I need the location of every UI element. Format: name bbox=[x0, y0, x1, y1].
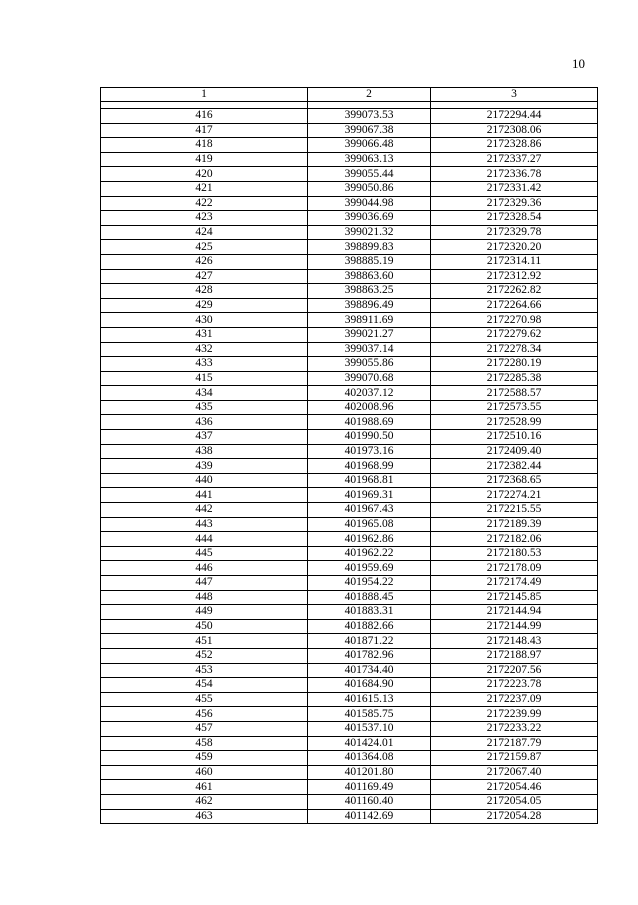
point-number-cell: 438 bbox=[101, 444, 308, 459]
x-coordinate-cell: 401888.45 bbox=[308, 590, 431, 605]
x-coordinate-cell: 401142.69 bbox=[308, 809, 431, 824]
y-coordinate-cell: 2172145.85 bbox=[431, 590, 598, 605]
x-coordinate-cell: 401160.40 bbox=[308, 794, 431, 809]
x-coordinate-cell: 401684.90 bbox=[308, 678, 431, 693]
table-spacer-row bbox=[101, 102, 598, 109]
point-number-cell: 434 bbox=[101, 386, 308, 401]
point-number-cell: 458 bbox=[101, 736, 308, 751]
point-number-cell: 455 bbox=[101, 692, 308, 707]
table-row bbox=[101, 327, 598, 342]
y-coordinate-cell: 2172409.40 bbox=[431, 444, 598, 459]
y-coordinate-cell: 2172573.55 bbox=[431, 400, 598, 415]
table-row bbox=[101, 357, 598, 372]
x-coordinate-cell: 399070.68 bbox=[308, 371, 431, 386]
table-row bbox=[101, 181, 598, 196]
x-coordinate-cell: 401969.31 bbox=[308, 488, 431, 503]
y-coordinate-cell: 2172054.46 bbox=[431, 780, 598, 795]
y-coordinate-cell: 2172274.21 bbox=[431, 488, 598, 503]
x-coordinate-cell: 401734.40 bbox=[308, 663, 431, 678]
x-coordinate-cell: 401169.49 bbox=[308, 780, 431, 795]
x-coordinate-cell: 401871.22 bbox=[308, 634, 431, 649]
point-number-cell: 432 bbox=[101, 342, 308, 357]
x-coordinate-cell: 399055.44 bbox=[308, 167, 431, 182]
y-coordinate-cell: 2172308.06 bbox=[431, 123, 598, 138]
x-coordinate-cell: 399021.27 bbox=[308, 327, 431, 342]
x-coordinate-cell: 399044.98 bbox=[308, 196, 431, 211]
table-row bbox=[101, 225, 598, 240]
y-coordinate-cell: 2172262.82 bbox=[431, 284, 598, 299]
point-number-cell: 420 bbox=[101, 167, 308, 182]
y-coordinate-cell: 2172331.42 bbox=[431, 181, 598, 196]
x-coordinate-cell: 401954.22 bbox=[308, 576, 431, 591]
y-coordinate-cell: 2172320.20 bbox=[431, 240, 598, 255]
x-coordinate-cell: 401882.66 bbox=[308, 619, 431, 634]
table-row bbox=[101, 488, 598, 503]
y-coordinate-cell: 2172237.09 bbox=[431, 692, 598, 707]
y-coordinate-cell: 2172278.34 bbox=[431, 342, 598, 357]
x-coordinate-cell: 401962.22 bbox=[308, 546, 431, 561]
table-row bbox=[101, 444, 598, 459]
table-row bbox=[101, 736, 598, 751]
point-number-cell: 446 bbox=[101, 561, 308, 576]
x-coordinate-cell: 398863.25 bbox=[308, 284, 431, 299]
y-coordinate-cell: 2172314.11 bbox=[431, 254, 598, 269]
x-coordinate-cell: 398863.60 bbox=[308, 269, 431, 284]
x-coordinate-cell: 398896.49 bbox=[308, 298, 431, 313]
table-row bbox=[101, 546, 598, 561]
table-row bbox=[101, 152, 598, 167]
x-coordinate-cell: 401364.08 bbox=[308, 751, 431, 766]
x-coordinate-cell: 399066.48 bbox=[308, 138, 431, 153]
x-coordinate-cell: 401962.86 bbox=[308, 532, 431, 547]
point-number-cell: 431 bbox=[101, 327, 308, 342]
y-coordinate-cell: 2172239.99 bbox=[431, 707, 598, 722]
point-number-cell: 427 bbox=[101, 269, 308, 284]
x-coordinate-cell: 401201.80 bbox=[308, 765, 431, 780]
point-number-cell: 463 bbox=[101, 809, 308, 824]
table-row bbox=[101, 473, 598, 488]
y-coordinate-cell: 2172148.43 bbox=[431, 634, 598, 649]
y-coordinate-cell: 2172159.87 bbox=[431, 751, 598, 766]
spacer-cell bbox=[308, 102, 431, 109]
point-number-cell: 416 bbox=[101, 109, 308, 124]
point-number-cell: 457 bbox=[101, 721, 308, 736]
y-coordinate-cell: 2172328.86 bbox=[431, 138, 598, 153]
table-row bbox=[101, 400, 598, 415]
point-number-cell: 424 bbox=[101, 225, 308, 240]
x-coordinate-cell: 401424.01 bbox=[308, 736, 431, 751]
point-number-cell: 425 bbox=[101, 240, 308, 255]
x-coordinate-cell: 399063.13 bbox=[308, 152, 431, 167]
table-row bbox=[101, 532, 598, 547]
table-row bbox=[101, 663, 598, 678]
y-coordinate-cell: 2172215.55 bbox=[431, 503, 598, 518]
y-coordinate-cell: 2172233.22 bbox=[431, 721, 598, 736]
table-row bbox=[101, 561, 598, 576]
table-row bbox=[101, 692, 598, 707]
page-number: 10 bbox=[572, 56, 585, 71]
x-coordinate-cell: 398899.83 bbox=[308, 240, 431, 255]
table-row bbox=[101, 138, 598, 153]
table-row bbox=[101, 386, 598, 401]
table-row bbox=[101, 809, 598, 824]
y-coordinate-cell: 2172270.98 bbox=[431, 313, 598, 328]
point-number-cell: 436 bbox=[101, 415, 308, 430]
table-row bbox=[101, 313, 598, 328]
point-number-cell: 453 bbox=[101, 663, 308, 678]
point-number-cell: 450 bbox=[101, 619, 308, 634]
x-coordinate-cell: 401968.99 bbox=[308, 459, 431, 474]
y-coordinate-cell: 2172189.39 bbox=[431, 517, 598, 532]
x-coordinate-cell: 399036.69 bbox=[308, 211, 431, 226]
y-coordinate-cell: 2172328.54 bbox=[431, 211, 598, 226]
x-coordinate-cell: 399073.53 bbox=[308, 109, 431, 124]
point-number-cell: 422 bbox=[101, 196, 308, 211]
y-coordinate-cell: 2172178.09 bbox=[431, 561, 598, 576]
point-number-cell: 459 bbox=[101, 751, 308, 766]
y-coordinate-cell: 2172182.06 bbox=[431, 532, 598, 547]
y-coordinate-cell: 2172329.36 bbox=[431, 196, 598, 211]
table-row bbox=[101, 430, 598, 445]
y-coordinate-cell: 2172144.94 bbox=[431, 605, 598, 620]
y-coordinate-cell: 2172054.05 bbox=[431, 794, 598, 809]
y-coordinate-cell: 2172336.78 bbox=[431, 167, 598, 182]
y-coordinate-cell: 2172280.19 bbox=[431, 357, 598, 372]
x-coordinate-cell: 401965.08 bbox=[308, 517, 431, 532]
table-row bbox=[101, 648, 598, 663]
x-coordinate-cell: 401968.81 bbox=[308, 473, 431, 488]
table-row bbox=[101, 342, 598, 357]
y-coordinate-cell: 2172207.56 bbox=[431, 663, 598, 678]
y-coordinate-cell: 2172279.62 bbox=[431, 327, 598, 342]
column-header-3: 3 bbox=[431, 88, 598, 102]
table-row bbox=[101, 371, 598, 386]
y-coordinate-cell: 2172528.99 bbox=[431, 415, 598, 430]
point-number-cell: 440 bbox=[101, 473, 308, 488]
point-number-cell: 451 bbox=[101, 634, 308, 649]
point-number-cell: 439 bbox=[101, 459, 308, 474]
point-number-cell: 418 bbox=[101, 138, 308, 153]
table-header-row bbox=[101, 88, 598, 102]
x-coordinate-cell: 402037.12 bbox=[308, 386, 431, 401]
y-coordinate-cell: 2172223.78 bbox=[431, 678, 598, 693]
x-coordinate-cell: 399050.86 bbox=[308, 181, 431, 196]
point-number-cell: 445 bbox=[101, 546, 308, 561]
x-coordinate-cell: 401585.75 bbox=[308, 707, 431, 722]
point-number-cell: 454 bbox=[101, 678, 308, 693]
x-coordinate-cell: 399021.32 bbox=[308, 225, 431, 240]
table-row bbox=[101, 751, 598, 766]
point-number-cell: 441 bbox=[101, 488, 308, 503]
table-row bbox=[101, 254, 598, 269]
x-coordinate-cell: 399055.86 bbox=[308, 357, 431, 372]
table-row bbox=[101, 415, 598, 430]
table-row bbox=[101, 196, 598, 211]
table-row bbox=[101, 634, 598, 649]
y-coordinate-cell: 2172329.78 bbox=[431, 225, 598, 240]
table-row bbox=[101, 503, 598, 518]
table-row bbox=[101, 605, 598, 620]
point-number-cell: 429 bbox=[101, 298, 308, 313]
point-number-cell: 419 bbox=[101, 152, 308, 167]
table-row bbox=[101, 109, 598, 124]
spacer-cell bbox=[101, 102, 308, 109]
point-number-cell: 437 bbox=[101, 430, 308, 445]
y-coordinate-cell: 2172188.97 bbox=[431, 648, 598, 663]
table-row bbox=[101, 721, 598, 736]
y-coordinate-cell: 2172285.38 bbox=[431, 371, 598, 386]
x-coordinate-cell: 398911.69 bbox=[308, 313, 431, 328]
point-number-cell: 415 bbox=[101, 371, 308, 386]
table-row bbox=[101, 269, 598, 284]
y-coordinate-cell: 2172368.65 bbox=[431, 473, 598, 488]
x-coordinate-cell: 401990.50 bbox=[308, 430, 431, 445]
y-coordinate-cell: 2172312.92 bbox=[431, 269, 598, 284]
y-coordinate-cell: 2172054.28 bbox=[431, 809, 598, 824]
table-body bbox=[101, 102, 598, 824]
column-header-2: 2 bbox=[308, 88, 431, 102]
x-coordinate-cell: 399037.14 bbox=[308, 342, 431, 357]
table-row bbox=[101, 459, 598, 474]
table-row bbox=[101, 619, 598, 634]
y-coordinate-cell: 2172337.27 bbox=[431, 152, 598, 167]
point-number-cell: 428 bbox=[101, 284, 308, 299]
table-row bbox=[101, 211, 598, 226]
x-coordinate-cell: 401883.31 bbox=[308, 605, 431, 620]
point-number-cell: 421 bbox=[101, 181, 308, 196]
table-row bbox=[101, 678, 598, 693]
point-number-cell: 426 bbox=[101, 254, 308, 269]
x-coordinate-cell: 401959.69 bbox=[308, 561, 431, 576]
point-number-cell: 443 bbox=[101, 517, 308, 532]
point-number-cell: 449 bbox=[101, 605, 308, 620]
point-number-cell: 462 bbox=[101, 794, 308, 809]
point-number-cell: 461 bbox=[101, 780, 308, 795]
x-coordinate-cell: 399067.38 bbox=[308, 123, 431, 138]
table-row bbox=[101, 167, 598, 182]
table-row bbox=[101, 284, 598, 299]
table-row bbox=[101, 517, 598, 532]
point-number-cell: 452 bbox=[101, 648, 308, 663]
table-row bbox=[101, 794, 598, 809]
point-number-cell: 430 bbox=[101, 313, 308, 328]
point-number-cell: 435 bbox=[101, 400, 308, 415]
y-coordinate-cell: 2172067.40 bbox=[431, 765, 598, 780]
x-coordinate-cell: 401782.96 bbox=[308, 648, 431, 663]
point-number-cell: 417 bbox=[101, 123, 308, 138]
y-coordinate-cell: 2172382.44 bbox=[431, 459, 598, 474]
table-row bbox=[101, 576, 598, 591]
y-coordinate-cell: 2172294.44 bbox=[431, 109, 598, 124]
y-coordinate-cell: 2172180.53 bbox=[431, 546, 598, 561]
table-row bbox=[101, 780, 598, 795]
y-coordinate-cell: 2172510.16 bbox=[431, 430, 598, 445]
x-coordinate-cell: 401537.10 bbox=[308, 721, 431, 736]
y-coordinate-cell: 2172588.57 bbox=[431, 386, 598, 401]
y-coordinate-cell: 2172144.99 bbox=[431, 619, 598, 634]
point-number-cell: 447 bbox=[101, 576, 308, 591]
spacer-cell bbox=[431, 102, 598, 109]
table-row bbox=[101, 765, 598, 780]
column-header-1: 1 bbox=[101, 88, 308, 102]
coordinates-table bbox=[100, 87, 598, 824]
point-number-cell: 448 bbox=[101, 590, 308, 605]
point-number-cell: 433 bbox=[101, 357, 308, 372]
table-row bbox=[101, 590, 598, 605]
x-coordinate-cell: 402008.96 bbox=[308, 400, 431, 415]
x-coordinate-cell: 401615.13 bbox=[308, 692, 431, 707]
x-coordinate-cell: 401988.69 bbox=[308, 415, 431, 430]
x-coordinate-cell: 401973.16 bbox=[308, 444, 431, 459]
table-row bbox=[101, 240, 598, 255]
point-number-cell: 423 bbox=[101, 211, 308, 226]
y-coordinate-cell: 2172174.49 bbox=[431, 576, 598, 591]
table-row bbox=[101, 298, 598, 313]
point-number-cell: 442 bbox=[101, 503, 308, 518]
y-coordinate-cell: 2172187.79 bbox=[431, 736, 598, 751]
table-row bbox=[101, 707, 598, 722]
y-coordinate-cell: 2172264.66 bbox=[431, 298, 598, 313]
point-number-cell: 444 bbox=[101, 532, 308, 547]
x-coordinate-cell: 401967.43 bbox=[308, 503, 431, 518]
table-row bbox=[101, 123, 598, 138]
x-coordinate-cell: 398885.19 bbox=[308, 254, 431, 269]
point-number-cell: 456 bbox=[101, 707, 308, 722]
point-number-cell: 460 bbox=[101, 765, 308, 780]
